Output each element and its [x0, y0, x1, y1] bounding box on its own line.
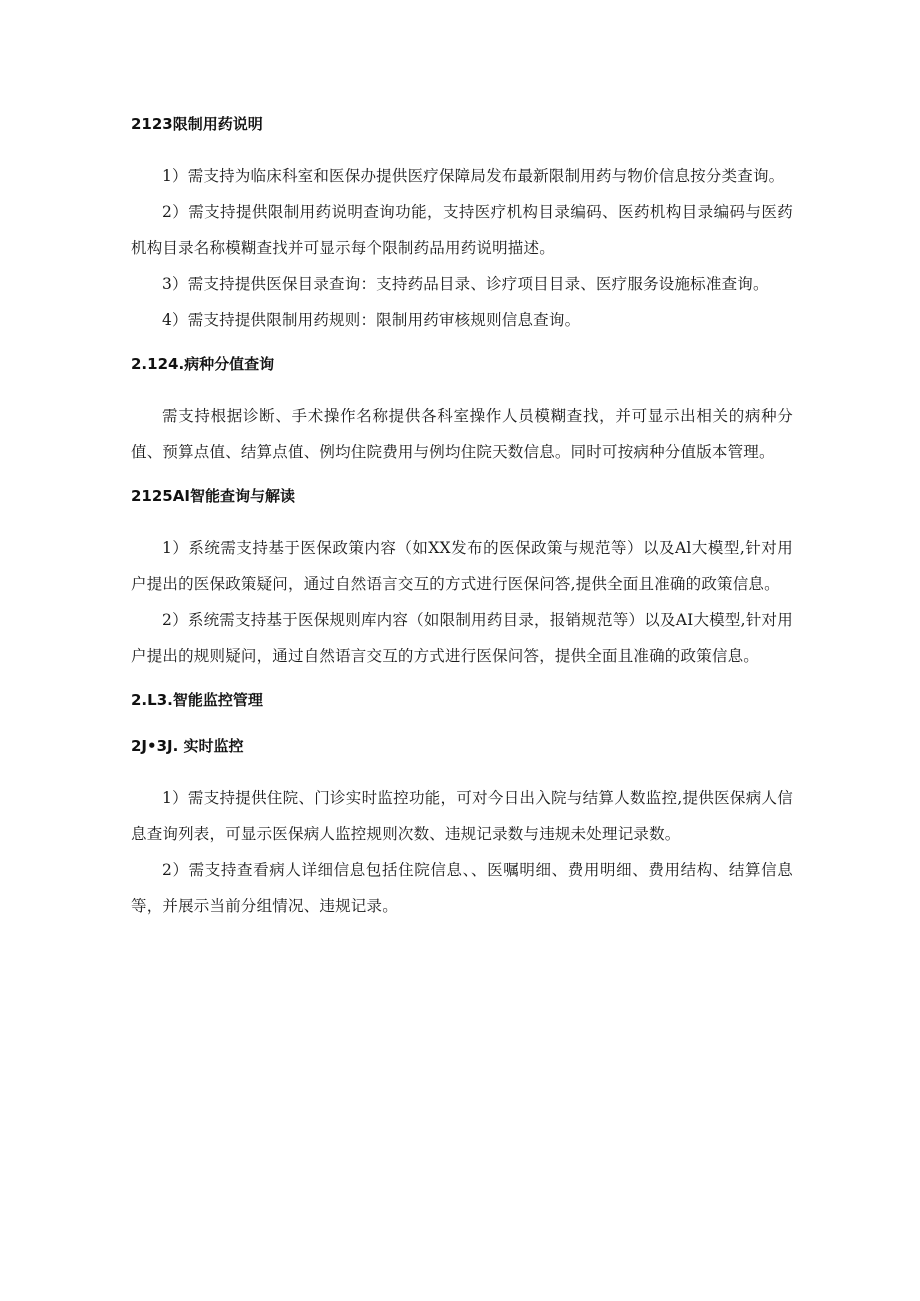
- paragraph: 需支持根据诊断、手术操作名称提供各科室操作人员模糊查找，并可显示出相关的病种分值、预算点值、结算点值、例均住院费用与例均住院天数信息。同时可按病种分值版本管理。: [131, 407, 793, 461]
- section-heading: 2125AI智能查询与解读: [131, 487, 295, 505]
- document-body: [131, 112, 793, 924]
- section-heading: 2123限制用药说明: [131, 115, 263, 133]
- paragraph: 1）需支持为临床科室和医保办提供医疗保障局发布最新限制用药与物价信息按分类查询。: [162, 167, 785, 185]
- paragraph: 2）需支持提供限制用药说明查询功能，支持医疗机构目录编码、医药机构目录编码与医药机构目录名称模糊查找并可显示每个限制药品用药说明描述。: [131, 203, 793, 257]
- section-realtime-monitoring: [131, 734, 793, 924]
- section-heading: 2J•3J. 实时监控: [131, 737, 244, 755]
- section-heading: 2.L3.智能监控管理: [131, 691, 263, 709]
- paragraph: 3）需支持提供医保目录查询：支持药品目录、诊疗项目目录、医疗服务设施标准查询。: [162, 275, 769, 293]
- section-restricted-drug: [131, 112, 793, 338]
- section-disease-score: [131, 352, 793, 470]
- paragraph: 2）需支持查看病人详细信息包括住院信息、、医嘱明细、费用明细、费用结构、结算信息等，并展示当前分组情况、违规记录。: [131, 861, 793, 915]
- section-ai-query: [131, 484, 793, 674]
- paragraph: 4）需支持提供限制用药规则：限制用药审核规则信息查询。: [162, 311, 581, 329]
- paragraph: 2）系统需支持基于医保规则库内容（如限制用药目录，报销规范等）以及AI大模型,针对用户提出的规则疑问，通过自然语言交互的方式进行医保问答，提供全面且准确的政策信息。: [131, 611, 793, 665]
- section-smart-monitoring: [131, 688, 793, 712]
- paragraph: 1）需支持提供住院、门诊实时监控功能，可对今日出入院与结算人数监控,提供医保病人信息查询列表，可显示医保病人监控规则次数、违规记录数与违规未处理记录数。: [131, 789, 793, 843]
- section-heading: 2.124.病种分值查询: [131, 355, 275, 373]
- paragraph: 1）系统需支持基于医保政策内容（如XX发布的医保政策与规范等）以及Al大模型,针对用户提出的医保政策疑问，通过自然语言交互的方式进行医保问答,提供全面且准确的政策信息。: [131, 539, 793, 593]
